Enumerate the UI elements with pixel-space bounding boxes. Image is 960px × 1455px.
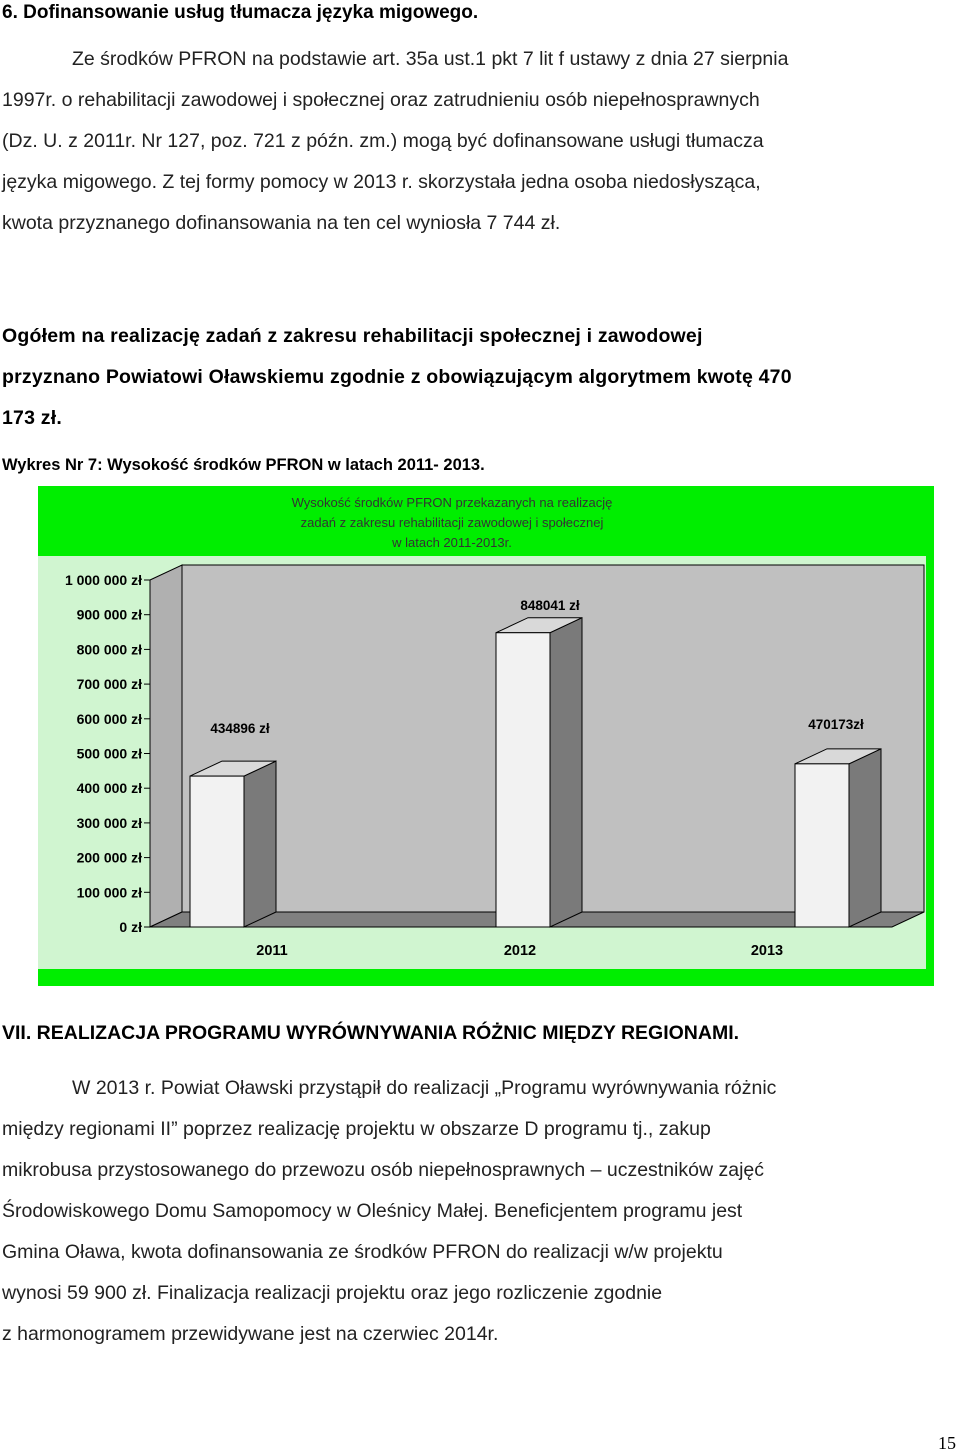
y-tick-label: 500 000 zł [76, 745, 142, 762]
plot-side-wall [150, 565, 182, 927]
paragraph-line: (Dz. U. z 2011r. Nr 127, poz. 721 z późn. zm.) mogą być dofinansowane usługi tłumacza [2, 130, 764, 152]
y-tick-label: 400 000 zł [76, 780, 142, 797]
y-tick-label: 600 000 zł [76, 710, 142, 727]
paragraph-line: języka migowego. Z tej formy pomocy w 2013 r. skorzystała jedna osoba niedosłysząca, [2, 171, 761, 193]
page-number: 15 [938, 1433, 956, 1453]
bar-2011 [190, 776, 244, 927]
bar-side-2011 [244, 761, 276, 927]
data-label: 470173zł [808, 717, 864, 732]
y-tick-label: 900 000 zł [76, 606, 142, 623]
y-tick-label: 300 000 zł [76, 814, 142, 831]
chart-title-line: Wysokość środków PFRON przekazanych na realizację [291, 495, 613, 510]
bar-2013 [795, 764, 849, 927]
y-tick-label: 800 000 zł [76, 641, 142, 658]
data-label: 434896 zł [210, 721, 270, 736]
x-tick-label: 2011 [256, 943, 288, 959]
y-tick-label: 0 zł [119, 919, 142, 935]
y-tick-label: 100 000 zł [76, 884, 142, 901]
paragraph-line: między regionami II” poprzez realizację projektu w obszarze D programu tj., zakup [2, 1118, 711, 1140]
bar-side-2012 [550, 618, 582, 927]
paragraph-line: W 2013 r. Powiat Oławski przystąpił do realizacji „Programu wyrównywania różnic [72, 1077, 777, 1099]
paragraph-line: Gmina Oława, kwota dofinansowania ze środków PFRON do realizacji w/w projektu [2, 1241, 723, 1263]
paragraph-line: 1997r. o rehabilitacji zawodowej i społecznej oraz zatrudnieniu osób niepełnosprawnych [2, 89, 760, 111]
chart-title-line: w latach 2011-2013r. [392, 535, 512, 550]
paragraph-line: przyznano Powiatowi Oławskiemu zgodnie z obowiązującym algorytmem kwotę 470 [2, 366, 792, 388]
paragraph-regions-program [2, 1068, 956, 1355]
x-tick-label: 2013 [750, 943, 784, 959]
bar-2012 [496, 633, 550, 927]
y-tick-label: 700 000 zł [76, 676, 142, 693]
y-tick-label: 200 000 zł [76, 849, 142, 866]
figure-caption: Wykres Nr 7: Wysokość środków PFRON w latach 2011- 2013. [2, 456, 485, 474]
paragraph-line: 173 zł. [2, 407, 62, 429]
paragraph-line: mikrobusa przystosowanego do przewozu osób niepełnosprawnych – uczestników zajęć [2, 1159, 764, 1181]
section-heading-vii: VII. REALIZACJA PROGRAMU WYRÓWNYWANIA RÓŻNIC MIĘDZY REGIONAMI. [2, 1022, 740, 1044]
y-tick-label: 1 000 000 zł [64, 572, 142, 588]
paragraph-line: z harmonogramem przewidywane jest na czerwiec 2014r. [2, 1323, 499, 1345]
bar-side-2013 [849, 749, 881, 927]
paragraph-line: kwota przyznanego dofinansowania na ten cel wyniosła 7 744 zł. [2, 212, 561, 234]
paragraph-line: Ogółem na realizację zadań z zakresu rehabilitacji społecznej i zawodowej [2, 325, 703, 347]
paragraph-line: Środowiskowego Domu Samopomocy w Oleśnicy Małej. Beneficjentem programu jest [2, 1200, 743, 1222]
chart-title-line: zadań z zakresu rehabilitacji zawodowej i społecznej [300, 515, 604, 530]
paragraph-line: wynosi 59 900 zł. Finalizacja realizacji projektu oraz jego rozliczenie zgodnie [2, 1282, 663, 1304]
paragraph-line: Ze środków PFRON na podstawie art. 35a ust.1 pkt 7 lit f ustawy z dnia 27 sierpnia [72, 48, 789, 70]
data-label: 848041 zł [520, 598, 580, 613]
x-tick-label: 2012 [503, 943, 537, 959]
section-heading-6: 6. Dofinansowanie usług tłumacza języka migowego. [2, 2, 479, 23]
